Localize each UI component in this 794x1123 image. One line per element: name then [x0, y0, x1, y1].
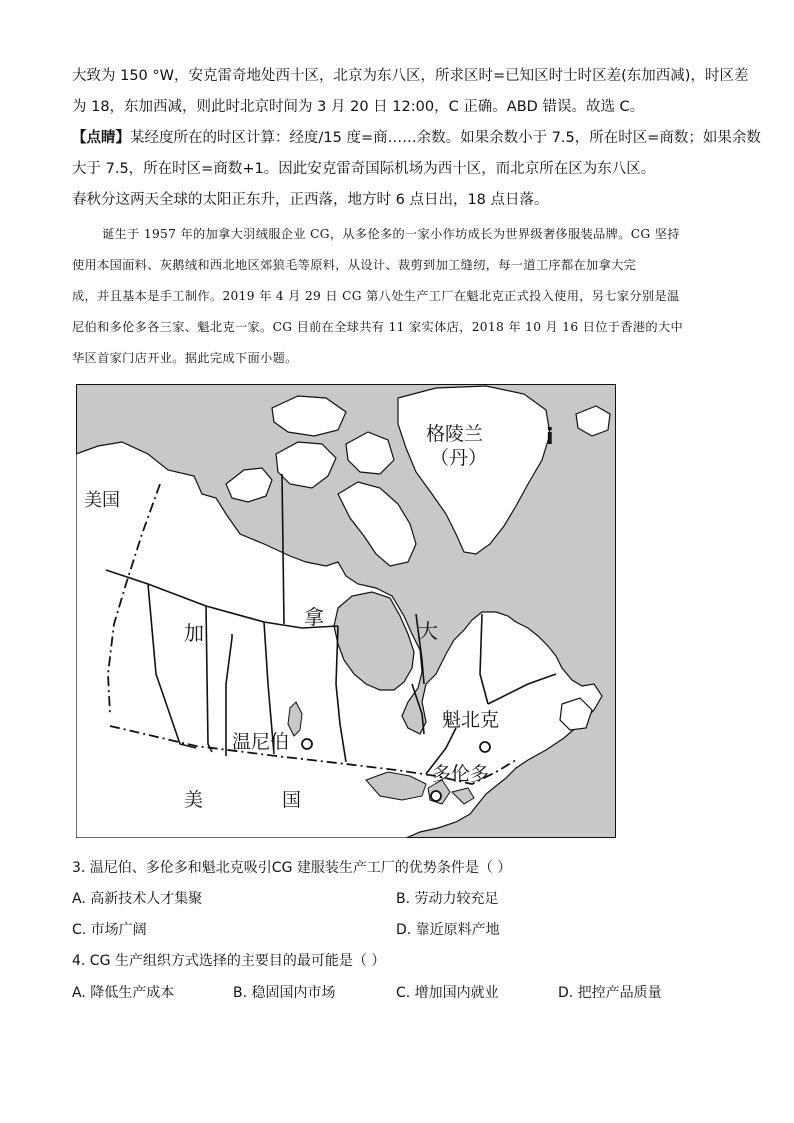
q4-stem: 4. CG 生产组织方式选择的主要目的最可能是（ ） [72, 953, 386, 969]
q4-option-d[interactable]: D. 把控产品质量 [558, 985, 662, 1001]
q4-option-b[interactable]: B. 稳固国内市场 [233, 985, 336, 1001]
canada-label-1: 加 [184, 621, 204, 645]
tip-line-2: 大于 7.5，所在时区=商数+1。因此安克雷奇国际机场为西十区，而北京所在区为东八区。 [72, 161, 656, 177]
answer-line-2: 为 18，东加西减，则此时北京时间为 3 月 20 日 12:00，C 正确。ABD 错误。故选 C。 [72, 99, 645, 115]
usa-label-1: 美 [184, 789, 204, 811]
greenland-sub-label: （丹） [430, 447, 488, 469]
usa-alaska-label: 美国 [84, 490, 120, 511]
q3-option-a[interactable]: A. 高新技术人才集聚 [72, 891, 203, 907]
tip-label: 【点睛】 [72, 130, 130, 146]
quebec-label: 魁北克 [442, 709, 500, 731]
q3-stem: 3. 温尼伯、多伦多和魁北克吸引CG 建服装生产工厂的优势条件是（ ） [72, 860, 512, 876]
winnipeg-label: 温尼伯 [232, 731, 290, 753]
canada-map [76, 384, 616, 838]
tip-text-1: 某经度所在的时区计算：经度/15 度=商……余数。如果余数小于 7.5，所在时区=商数；如果余数 [130, 130, 761, 146]
winnipeg-marker [302, 739, 312, 749]
toronto-label: 多伦多 [432, 763, 490, 785]
quebec-marker [480, 742, 490, 752]
q3-option-d[interactable]: D. 靠近原料产地 [396, 922, 500, 938]
canada-label-3: 大 [418, 619, 438, 643]
q4-option-a[interactable]: A. 降低生产成本 [72, 985, 175, 1001]
passage-line-1: 诞生于 1957 年的加拿大羽绒服企业 CG，从多伦多的一家小作坊成长为世界级奢侈服装品牌。CG 坚持 [102, 227, 680, 241]
toronto-marker [431, 791, 441, 801]
q3-option-b[interactable]: B. 劳动力较充足 [396, 891, 499, 907]
i-mark: i [546, 425, 554, 450]
passage-line-2: 使用本国面料、灰鹅绒和西北地区郊狼毛等原料，从设计、裁剪到加工缝纫，每一道工序都在加拿大完 [72, 258, 637, 272]
passage-line-4: 尼伯和多伦多各三家、魁北克一家。CG 目前在全球共有 11 家实体店，2018 年 10 月 16 日位于香港的大中 [72, 320, 684, 334]
q4-option-c[interactable]: C. 增加国内就业 [396, 985, 499, 1001]
passage-line-5: 华区首家门店开业。据此完成下面小题。 [72, 351, 298, 365]
q3-option-c[interactable]: C. 市场广阔 [72, 922, 147, 938]
passage-line-3: 成，并且基本是手工制作。2019 年 4 月 29 日 CG 第八处生产工厂在魁北克正式投入使用，另七家分别是温 [72, 289, 680, 303]
usa-label-2: 国 [282, 789, 302, 811]
equinox-line: 春秋分这两天全球的太阳正东升，正西落，地方时 6 点日出，18 点日落。 [72, 192, 549, 208]
greenland-label: 格陵兰 [426, 423, 484, 445]
answer-line-1: 大致为 150 °W，安克雷奇地处西十区，北京为东八区，所求区时=已知区时士时区差(东加西减)，时区差 [72, 68, 749, 84]
canada-label-2: 拿 [304, 605, 324, 629]
tip-line-1 [72, 128, 761, 148]
